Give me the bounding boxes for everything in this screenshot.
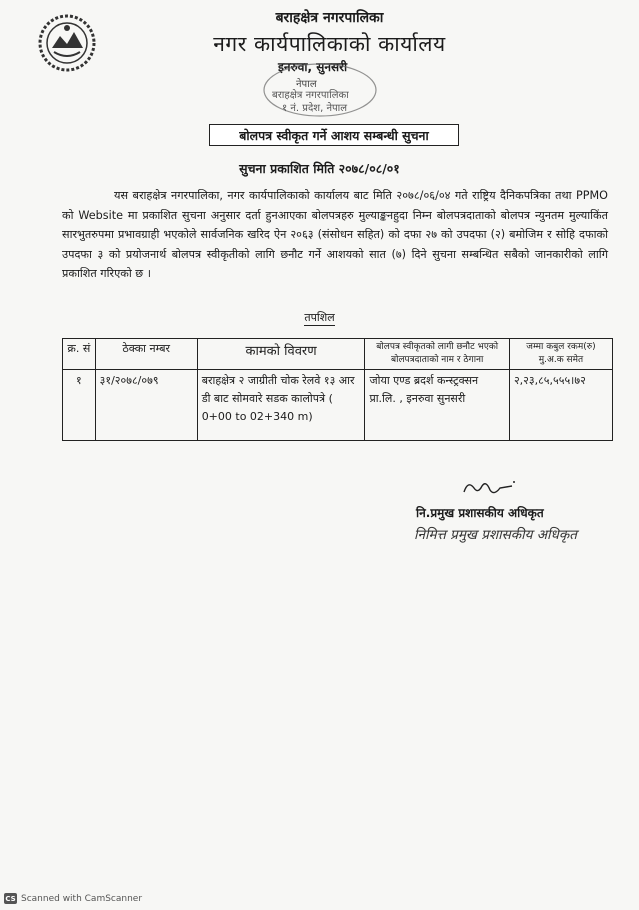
stamp-text: नेपाल — [296, 79, 317, 90]
notice-title: बोलपत्र स्वीकृत गर्ने आशय सम्बन्धी सुचना — [209, 124, 459, 146]
office-name: नगर कार्यपालिकाको कार्यालय — [213, 32, 446, 56]
cell-sn: १ — [63, 370, 96, 441]
table-row — [63, 370, 613, 441]
cell-contract-no: ३१/२०७८/०७९ — [95, 370, 197, 441]
stamp-text: १ नं. प्रदेश, नेपाल — [282, 103, 348, 114]
col-header-contract-no: ठेक्का नम्बर — [95, 339, 197, 370]
signatory-handwritten: निमित्त प्रमुख प्रशासकीय अधिकृत — [414, 527, 577, 543]
office-address: इनरुवा, सुनसरी — [278, 60, 348, 74]
details-heading — [0, 310, 639, 325]
details-heading-text: तपशिल — [304, 311, 335, 324]
col-header-sn: क्र. सं — [63, 339, 96, 370]
signature-mark — [460, 476, 518, 500]
cell-bidder: जोया एण्ड ब्रदर्श कन्स्ट्रक्सन प्रा.लि. , इनरुवा सुनसरी — [365, 370, 510, 441]
cell-amount: २,२३,८५,५५५।७२ — [509, 370, 612, 441]
table-header-row — [63, 339, 613, 370]
col-header-description: कामको विवरण — [197, 339, 365, 370]
scanner-footer — [4, 893, 142, 904]
award-table — [62, 338, 613, 441]
notice-body-text: यस बराहक्षेत्र नगरपालिका, नगर कार्यपालिकाको कार्यालय बाट मिति २०७८/०६/०४ गते राष्ट्रिय दैनिकपत्रिका तथा PPMO को Website मा प्रकाशित सुचना अनुसार दर्ता हुनआएका बोलपत्रहरु मुल्याङ्कनहुदा निम्न बोलपत्रदाताको बोलपत्र न्युनतम मुल्याकिंत सारभुतरुपमा प्रभावग्राही भएकोले सार्वजनिक खरिद ऐन २०६३ (संसोधन सहित) को दफा २७ को उपदफा (२) बमोजिम र सोहि दफाको उपदफा ३ को प्रयोजनार्थ बोलपत्र स्वीकृतीको लागि छनौट गर्ने आशयको सात (७) दिने सुचना सम्बन्धित सबैको जानकारीको लागि प्रकाशित गरिएको छ । — [62, 189, 608, 280]
notice-body — [62, 186, 608, 284]
col-header-amount: जम्मा कबुल रकम(रु) मु.अ.क समेत — [509, 339, 612, 370]
stamp-text: बराहक्षेत्र नगरपालिका — [272, 90, 349, 101]
scanner-footer-text: Scanned with CamScanner — [21, 893, 143, 904]
cell-description: बराहक्षेत्र २ जाग्रीती चोक रेलवे १३ आर डी बाट सोमवारे सडक कालोपत्रे ( 0+00 to 02+340 m) — [197, 370, 365, 441]
camscanner-logo-icon: CS — [5, 894, 16, 903]
municipality-name: बराहक्षेत्र नगरपालिका — [275, 10, 384, 26]
published-date: सुचना प्रकाशित मिति २०७८/०८/०१ — [239, 161, 400, 176]
col-header-bidder: बोलपत्र स्वीकृतको लागी छनौट भएको बोलपत्रदाताको नाम र ठेगाना — [365, 339, 510, 370]
signatory-title: नि.प्रमुख प्रशासकीय अधिकृत — [416, 506, 544, 520]
